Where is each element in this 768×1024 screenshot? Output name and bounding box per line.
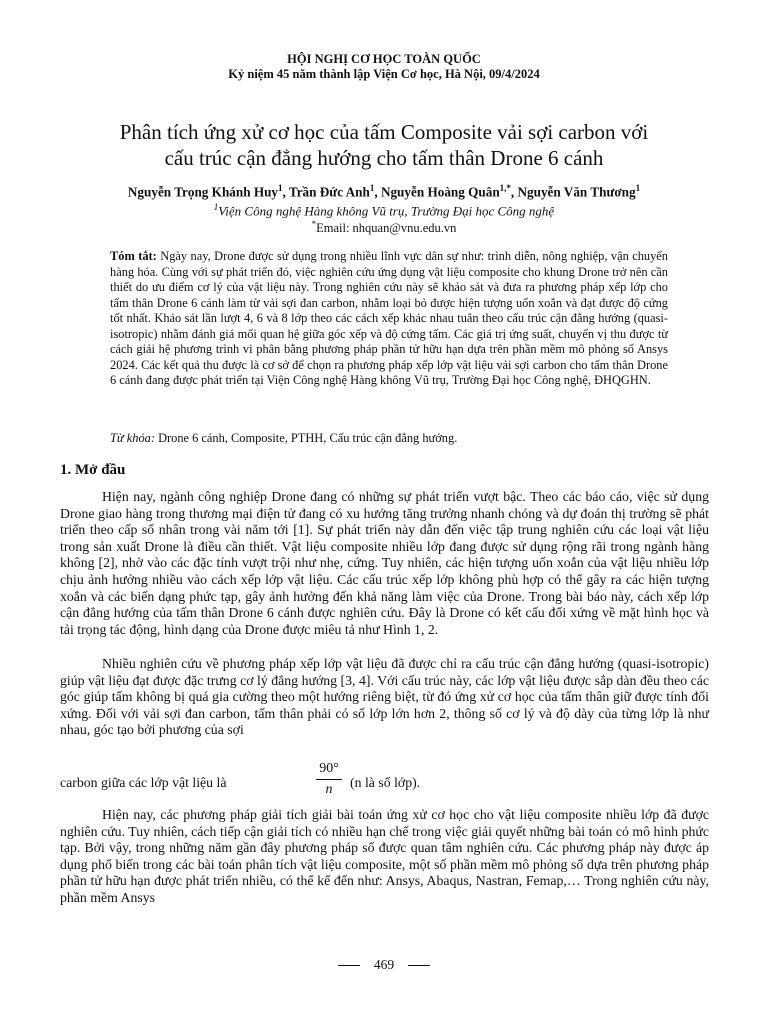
paper-title-line-1: Phân tích ứng xử cơ học của tấm Composite vải sợi carbon với <box>119 120 649 144</box>
conference-name: HỘI NGHỊ CƠ HỌC TOÀN QUỐC <box>287 52 481 66</box>
paper-title-line-2: cấu trúc cận đẳng hướng cho tấm thân Drone 6 cánh <box>164 146 604 170</box>
body-paragraph <box>60 489 709 638</box>
keywords-label: Từ khóa: <box>110 431 155 445</box>
formula-trail-text: (n là số lớp). <box>350 775 421 790</box>
keywords-text: Drone 6 cánh, Composite, PTHH, Cấu trúc cận đẳng hướng. <box>154 431 458 445</box>
author-name: Nguyễn Hoàng Quân <box>380 184 500 200</box>
affiliation-text: Viện Công nghệ Hàng không Vũ trụ, Trường Đại học Công nghệ <box>218 203 555 219</box>
footer-dash <box>338 965 360 966</box>
paragraph-text: Nhiều nghiên cứu về phương pháp xếp lớp vật liệu đã được chỉ ra cấu trúc cận đẳng hướng (quasi-isotropic) giúp vật liệu đạt được đặc trưng cơ lý đẳng hướng [3, 4]. Với cấu trúc này, các lớp vật liệu được sắp dàn đều theo các góc giúp tấm không bị quá gia cường theo một hướng riêng biệt, từ đó ứng xử cơ học của tấm thân giữ được tính đối xứng. Đối với vải sợi đan carbon, tấm thân phải có số lớp lớn hơn 2, thông số cơ lý và độ dày của từng lớp là như nhau, góc tạo bởi phương của sợi <box>60 656 709 738</box>
author-affiliation-mark: 1,* <box>499 183 511 193</box>
author-name: Trần Đức Anh <box>288 184 370 200</box>
footer-dash <box>408 965 430 966</box>
fraction-numerator: 90° <box>319 761 339 776</box>
email-text: Email: nhquan@vnu.edu.vn <box>316 221 457 236</box>
abstract-text: Ngày nay, Drone được sử dụng trong nhiều lĩnh vực dân sự như: trình diễn, nông nghiệp, vận chuyển hàng hóa. Cùng với sự phát triển đó, việc nghiên cứu ứng dụng vật liệu composite cho khung Drone trở nên cần thiết do ưu điểm cơ lý của vật liệu này. Trong nghiên cứu này sẽ khảo sát và đưa ra phương pháp xếp lớp cho tấm thân Drone 6 cánh làm từ vải sợi đan carbon, nhằm loại bỏ được hiện tượng uốn xoắn và đạt được độ cứng tốt nhất. Khảo sát lần lượt 4, 6 và 8 lớp theo các cách xếp khác nhau tuân theo cấu trúc cận đẳng hướng (quasi-isotropic) nhằm đánh giá mối quan hệ giữa góc xếp và độ cứng tấm. Các giá trị ứng suất, chuyển vị thu được từ cách giải hệ phương trình vi phân bằng phương pháp phần tử hữu hạn dựa trên phần mềm mô phỏng số Ansys 2024. Các kết quả thu được là cơ sở để chọn ra phương pháp xếp lớp vật liệu vải sợi carbon cho tấm thân Drone 6 cánh đang được phát triển tại Viện Công nghệ Hàng không Vũ trụ, Trường Đại học Công nghệ, ĐHQGHN. <box>110 249 669 387</box>
body-paragraph <box>60 656 709 739</box>
author-separator: , <box>510 184 518 200</box>
corresponding-email <box>0 219 768 236</box>
section-heading: 1. Mở đầu <box>60 462 126 478</box>
abstract-label: Tóm tắt: <box>110 249 157 263</box>
fraction-bar <box>316 779 342 780</box>
author-separator: , <box>282 184 289 200</box>
author-list <box>0 183 768 200</box>
fraction-formula <box>316 760 342 799</box>
author-affiliation-mark: 1 <box>278 183 283 193</box>
author-affiliation-mark: 1 <box>635 183 641 193</box>
page-number: 469 <box>373 957 395 972</box>
keywords <box>110 431 668 447</box>
fraction-denominator: n <box>325 782 333 797</box>
paragraph-text: Hiện nay, các phương pháp giải tích giải bài toán ứng xử cơ học cho vật liệu composite nhiều lớp đã được nghiên cứu. Tuy nhiên, cách tiếp cận giải tích có nhiều hạn chế trong việc giải quyết những bài toán có mô hình phức tạp. Bởi vậy, trong những năm gần đây phương pháp số được quan tâm nghiên cứu. Các phương pháp này được áp dụng phổ biến trong các bài toán phân tích vật liệu composite, một số phần mềm mô phỏng số dựa trên phương pháp phần tử hữu hạn được phát triển nhiều, có thể kể đến như: Ansys, Abaqus, Nastran, Femap,… Trong nghiên cứu này, phần mềm Ansys <box>60 807 709 905</box>
paragraph-text: Hiện nay, ngành công nghiệp Drone đang có những sự phát triển vượt bậc. Theo các báo cáo, việc sử dụng Drone giao hàng trong thương mại điện tử đang có xu hướng tăng trưởng nhanh chóng và dự đoán thị trường sẽ phát triển theo cấp số nhân trong vài năm tới [1]. Sự phát triển này dẫn đến việc tập trung nghiên cứu các loại vật liệu trong sản xuất Drone là điều cần thiết. Vật liệu composite nhiều lớp đang được sử dụng rộng rãi trong ngành hàng không [2], nhờ vào các đặc tính vượt trội như nhẹ, cứng. Tuy nhiên, các hiện tượng uốn xoắn của vật liệu nhiều lớp chịu ảnh hưởng nhiều vào cách xếp lớp vật liệu. Các cấu trúc xếp lớp không phù hợp có thể gây ra các hiện tượng xoắn và các biến dạng phức tạp, gây ảnh hưởng đến khả năng làm việc của Drone. Trong bài báo này, cách xếp lớp cận đẳng hướng của tấm thân Drone 6 cánh được nghiên cứu. Đây là Drone có kết cấu đối xứng về mặt hình học và tải trọng tác động, hình dạng của Drone được miêu tả như Hình 1, 2. <box>60 489 709 637</box>
author-name: Nguyễn Văn Thương <box>517 184 636 200</box>
author-separator: , <box>374 184 381 200</box>
affiliation <box>0 202 768 219</box>
body-paragraph <box>60 807 709 907</box>
abstract <box>110 249 668 389</box>
formula-line <box>60 760 709 808</box>
page-footer <box>0 957 768 973</box>
corresponding-mark: * <box>311 219 317 229</box>
author-affiliation-mark: 1 <box>369 183 375 193</box>
affiliation-mark: 1 <box>213 202 219 212</box>
conference-subtitle: Kỷ niệm 45 năm thành lập Viện Cơ học, Hà Nội, 09/4/2024 <box>228 67 540 81</box>
author-name: Nguyễn Trọng Khánh Huy <box>127 184 279 200</box>
formula-lead-text: carbon giữa các lớp vật liệu là <box>60 775 227 790</box>
